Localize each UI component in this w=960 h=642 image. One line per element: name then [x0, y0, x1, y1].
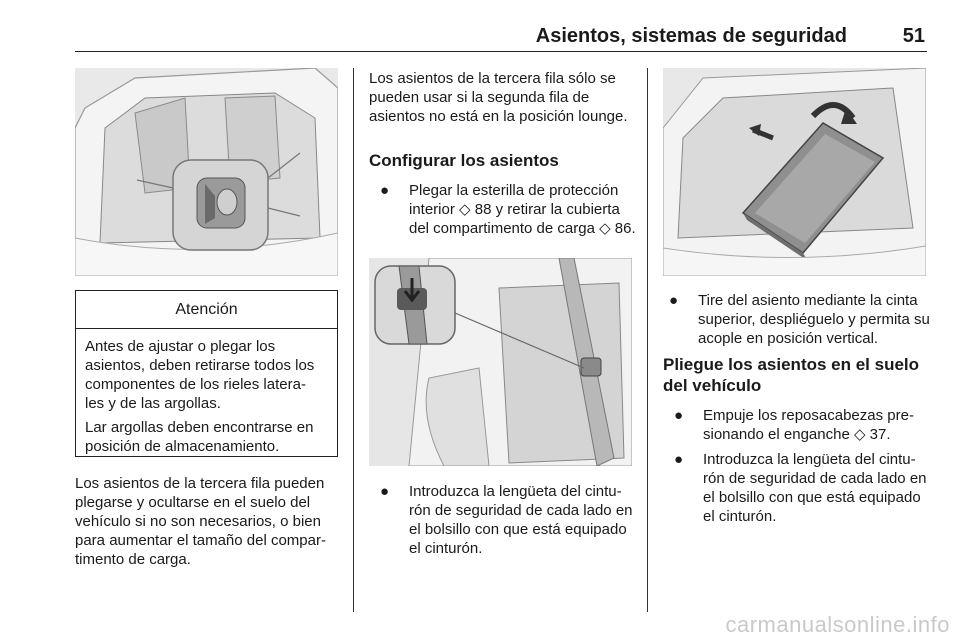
- column-divider: [647, 68, 648, 612]
- warning-text: Antes de ajustar o plegar los asientos, deben retirarse todos los componentes de los rieles latera- les y de las argollas.: [85, 338, 315, 412]
- bullet-icon: ●: [674, 407, 684, 424]
- seatbelt-pocket-illustration: [369, 258, 632, 466]
- body-paragraph: Los asientos de la tercera fila pueden plegarse y ocultarse en el suelo del vehículo si no son necesarios, o bien para aumentar el tamaño del compar- timento de carga.: [75, 475, 326, 568]
- list-item-text: Introduzca la lengüeta del cintu- rón de seguridad de cada lado en el bolsillo con que está equipado el cinturón.: [703, 451, 927, 525]
- bullet-icon: ●: [380, 182, 390, 199]
- list-item-text: Introduzca la lengüeta del cintu- rón de seguridad de cada lado en el bolsillo con que está equipado el cinturón.: [409, 483, 633, 557]
- page-number: 51: [902, 25, 925, 47]
- warning-text: Lar argollas deben encontrarse en posición de almacenamiento.: [85, 419, 314, 455]
- bullet-icon: ●: [669, 292, 679, 309]
- bullet-icon: ●: [674, 451, 684, 468]
- warning-heading: Atención: [76, 291, 337, 329]
- page-header: [75, 22, 927, 52]
- bullet-icon: ●: [380, 483, 390, 500]
- column-divider: [353, 68, 354, 612]
- section-heading: Configurar los asientos: [369, 151, 559, 170]
- list-item-text: Plegar la esterilla de protección interior ◇ 88 y retirar la cubierta del compartimento de carga ◇ 86.: [409, 182, 636, 237]
- section-heading: Pliegue los asientos en el suelo del vehículo: [663, 355, 920, 395]
- watermark-footer: carmanualsonline.info: [725, 612, 950, 637]
- seat-unfold-illustration: [663, 68, 926, 276]
- cargo-rings-illustration: [75, 68, 338, 276]
- warning-box: [75, 290, 338, 457]
- intro-paragraph: Los asientos de la tercera fila sólo se pueden usar si la segunda fila de asientos no está en la posición lounge.: [369, 70, 628, 125]
- list-item-text: Tire del asiento mediante la cinta superior, despliéguelo y permita su acople en posición vertical.: [698, 292, 930, 347]
- list-item-text: Empuje los reposacabezas pre- sionando el enganche ◇ 37.: [703, 407, 914, 443]
- section-title: Asientos, sistemas de seguridad: [535, 25, 847, 47]
